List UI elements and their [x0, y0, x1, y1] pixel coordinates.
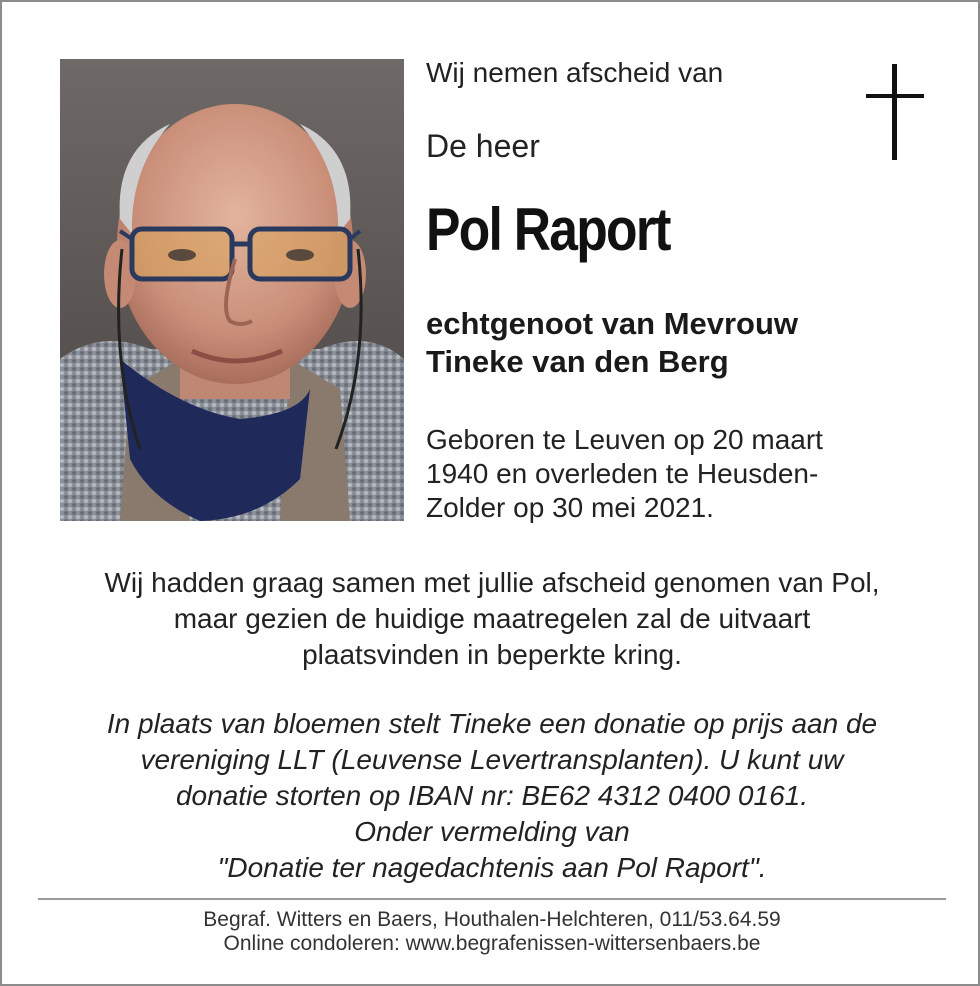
funeral-home-footer: [22, 908, 962, 956]
deceased-name: Pol Raport: [426, 196, 670, 263]
born-line: 1940 en overleden te Heusden-: [426, 458, 819, 489]
cross-icon: [866, 64, 924, 160]
donation-line: vereniging LLT (Leuvense Levertransplanten). U kunt uw: [140, 744, 844, 775]
intro-text: Wij nemen afscheid van: [426, 57, 724, 88]
spouse-line: echtgenoot van Mevrouw: [426, 306, 799, 341]
donation-line: In plaats van bloemen stelt Tineke een donatie op prijs aan de: [106, 708, 878, 739]
condolence-link: Online condoleren: www.begrafenissen-wittersenbaers.be: [223, 932, 761, 955]
donation-line: Onder vermelding van: [354, 816, 630, 847]
donation-line: "Donatie ter nagedachtenis aan Pol Raport".: [217, 852, 767, 883]
donation-line: donatie storten op IBAN nr: BE62 4312 0400 0161.: [175, 780, 808, 811]
message-line: plaatsvinden in beperkte kring.: [302, 639, 682, 670]
born-line: Geboren te Leuven op 20 maart: [426, 424, 823, 455]
portrait-photo: [60, 59, 404, 521]
funeral-home-contact: Begraf. Witters en Baers, Houthalen-Helchteren, 011/53.64.59: [203, 908, 781, 931]
message-line: Wij hadden graag samen met jullie afscheid genomen van Pol,: [104, 567, 880, 598]
birth-death-info: [426, 423, 823, 525]
salutation: De heer: [426, 128, 540, 164]
born-line: Zolder op 30 mei 2021.: [426, 492, 714, 523]
footer-divider: [38, 898, 946, 900]
message-line: maar gezien de huidige maatregelen zal de uitvaart: [173, 603, 811, 634]
spouse-line: Tineke van den Berg: [426, 344, 729, 379]
funeral-message: [22, 565, 962, 673]
donation-message: [22, 706, 962, 886]
spouse-info: [426, 305, 798, 381]
